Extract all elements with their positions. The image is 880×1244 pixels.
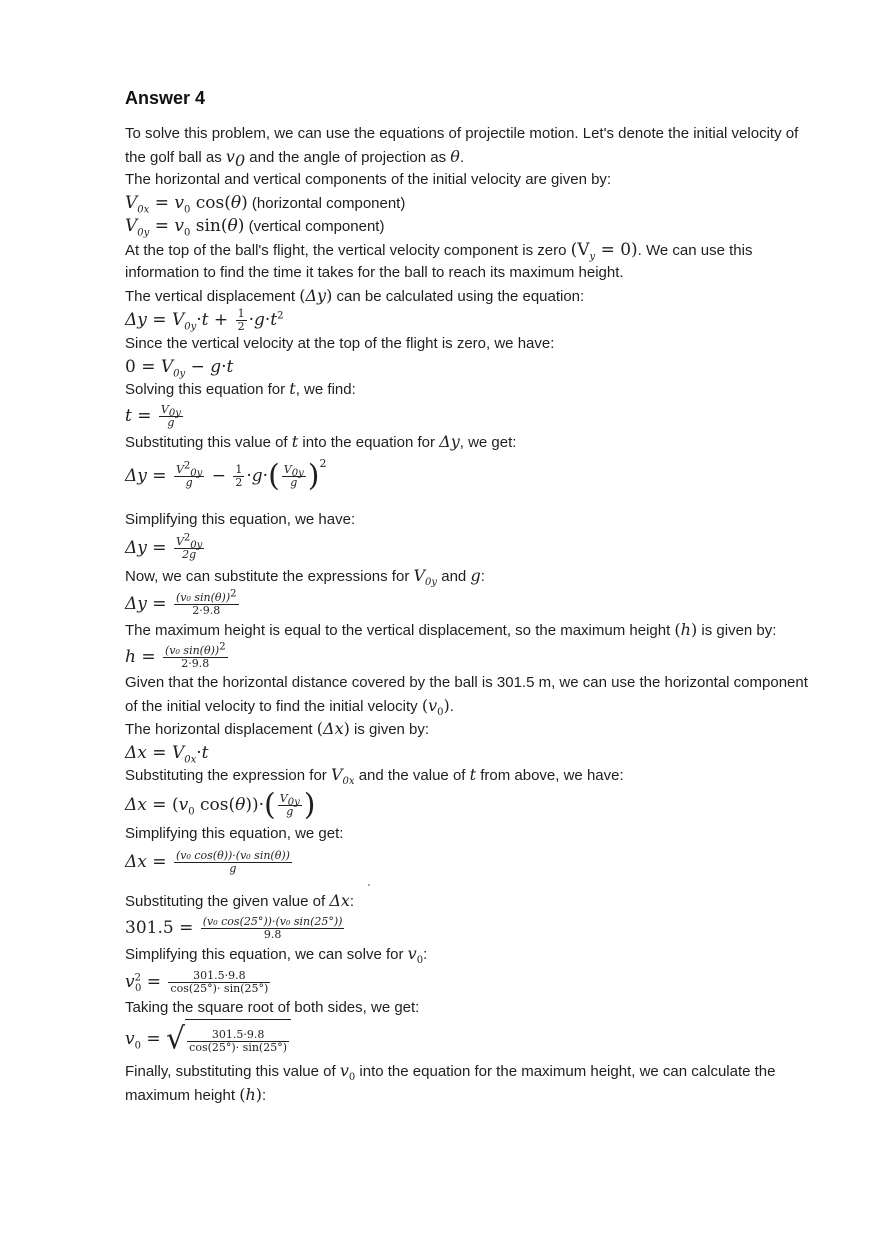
simplify-solve-text: Simplifying this equation, we can solve for $v_0$:	[125, 944, 428, 967]
square-root-text: Taking the square root of both sides, we get:	[125, 998, 420, 1016]
equation-delta-y-numeric: Δy = $\frac{(v_0 \sin(\theta))^2}{2\cdot 9.8}$	[125, 587, 237, 617]
fraction-v0y-over-g-3: $\frac{V_{0y}}{g}$	[279, 792, 300, 818]
equation-v0x: $V_{0x} = v_0$ cos(θ) (horizontal component)	[125, 192, 406, 215]
substitute-delta-x-text: Substituting the given value of Δx:	[125, 890, 355, 910]
equation-h: h = $\frac{(v_0 \sin(\theta))^2}{2\cdot 9.8}$	[125, 641, 226, 670]
spacer	[125, 497, 815, 509]
given-distance-text: Given that the horizontal distance covered by the ball is 301.5 m, we can use the horizontal component of the initial velocity to find the initial velocity $(v_0)$.	[125, 674, 808, 718]
substitute-t-text: Substituting this value of t into the equation for Δy, we get:	[125, 432, 517, 451]
fraction-under-root: $\frac{301.5\cdot 9.8}{\cos(25^\circ)\cdot \sin(25^\circ)}$	[189, 1028, 288, 1054]
substitute-v0x-text: Substituting the expression for $V_{0x}$ and the value of t from above, we have:	[125, 764, 624, 787]
equation-delta-y-substituted: Δy = $\frac{V^2_{0y}}{g}$ − $\frac{1}{2}$ ·g·( $\frac{V_{0y}}{g}$ )$^2$	[125, 456, 327, 493]
fraction-25-deg: $\frac{\text{(v₀ cos(25°))·(v₀ sin(25°))}}{9.8}$	[202, 915, 343, 941]
document-page	[125, 86, 815, 1107]
vertical-displacement-text: The vertical displacement (Δy) can be calculated using the equation:	[125, 285, 585, 305]
intro-paragraph: To solve this problem, we can use the equations of projectile motion. Let's denote the initial velocity of the golf ball as $v_0$ and the angle of projection as θ.	[125, 125, 799, 170]
now-substitute-text: Now, we can substitute the expressions for $V_{0y}$ and g:	[125, 566, 485, 589]
solving-text: Solving this equation for t, we find:	[125, 378, 356, 398]
fraction-h: $\frac{(v_0 \sin(\theta))^2}{2\cdot 9.8}$	[165, 641, 226, 670]
simplify-text-2: Simplifying this equation, we get:	[125, 825, 344, 842]
equation-delta-x-substituted: $\Delta x = (v_0$ cos(θ))·( $\frac{V_{0y}}{g}$ )	[125, 787, 316, 823]
fraction-v0y-over-g: $\frac{V_{0y}}{g}$	[160, 403, 181, 429]
since-text: Since the vertical velocity at the top of the flight is zero, we have:	[125, 335, 555, 352]
components-intro: The horizontal and vertical components of the initial velocity are given by:	[125, 171, 612, 188]
answer-title: Answer 4	[125, 88, 206, 108]
equation-v0: $v_0$ = √ $\frac{301.5\cdot 9.8}{\cos(25^\circ)\cdot \sin(25^\circ)}$	[125, 1019, 815, 1060]
top-of-flight-paragraph: At the top of the ball's flight, the vertical velocity component is zero $(V_y = 0)$. We can use this information to find the time it takes for the ball to reach its maximum height.	[125, 239, 753, 281]
square-root: √ $\frac{301.5\cdot 9.8}{\cos(25^\circ)\cdot \sin(25^\circ)}$	[166, 1019, 291, 1060]
equation-delta-x-simplified: Δx = $\frac{\text{(v₀ cos(θ))·(v₀ sin(θ))}}{g}$	[125, 848, 290, 875]
horizontal-displacement-text: The horizontal displacement (Δx) is given by:	[125, 719, 430, 738]
max-height-text: The maximum height is equal to the vertical displacement, so the maximum height (h) is given by:	[125, 619, 777, 639]
equation-v0y: $V_{0y} = v_0$ sin(θ) (vertical component)	[125, 216, 385, 239]
equation-delta-x: $\Delta x = V_{0x}\cdot t$	[125, 742, 209, 765]
fraction-half: $\frac{1}{2}$	[237, 307, 245, 333]
fraction-vcos-vsin-over-g: $\frac{\text{(v₀ cos(θ))·(v₀ sin(θ))}}{g}$	[175, 848, 290, 875]
equation-3015: 301.5 = $\frac{\text{(v₀ cos(25°))·(v₀ sin(25°))}}{9.8}$	[125, 915, 343, 941]
fraction-v0y-sq-over-2g: $\frac{V^2_{0y}}{2g}$	[175, 532, 203, 561]
equation-v0-squared: $v^2_0$ = $\frac{301.5\cdot 9.8}{\cos(25^\circ)\cdot \sin(25^\circ)}$	[125, 968, 269, 995]
spacer-2	[125, 878, 815, 890]
simplify-text-1: Simplifying this equation, we have:	[125, 510, 356, 528]
stray-dot	[368, 884, 370, 886]
fraction-v0y-sq-over-g: $\frac{V^2_{0y}}{g}$	[175, 459, 203, 489]
equation-t: t = $\frac{V_{0y}}{g}$	[125, 403, 181, 429]
equation-delta-y: $\Delta y = V_{0y}\cdot t$ + $\frac{1}{2}$ $\cdot g\cdot t^2$	[125, 307, 284, 333]
fraction-half-2: $\frac{1}{2}$	[235, 462, 243, 489]
fraction-v0sin-sq-over-298: $\frac{(v_0 \sin(\theta))^2}{2\cdot 9.8}$	[175, 587, 237, 617]
equation-delta-y-simplified: Δy = $\frac{V^2_{0y}}{2g}$	[125, 532, 203, 561]
final-paragraph: Finally, substituting this value of $v_0$ into the equation for the maximum height, we can calculate the maximum height (h):	[125, 1061, 776, 1104]
fraction-v0-squared: $\frac{301.5\cdot 9.8}{\cos(25^\circ)\cdot \sin(25^\circ)}$	[170, 968, 269, 995]
fraction-v0y-over-g-2: $\frac{V_{0y}}{g}$	[283, 462, 304, 489]
equation-zero: $0 = V_{0y} - g\cdot t$	[125, 356, 234, 379]
